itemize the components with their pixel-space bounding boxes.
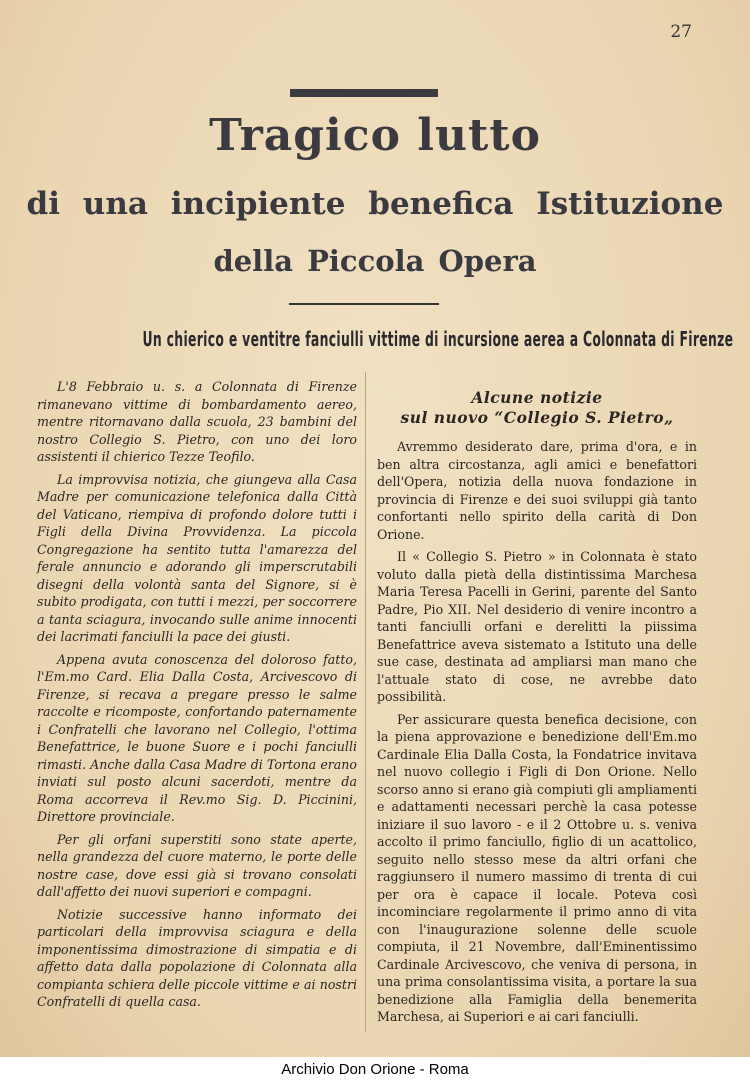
right-column <box>377 388 697 1031</box>
right-paragraph-3: Per assicurare questa benefica decisione, con la piena approvazione e benedizione dell'Em.mo Cardinale Elia Dalla Costa, la Fondatrice invitava nel nuovo collegio i Figli di Don Orione. Nello scorso anno si erano già compiuti gli ampliamenti e adattamenti necessari perchè la casa potesse iniziare il suo lavoro - e il 2 Ottobre u. s. veniva accolto il primo fanciullo, figlio di un acattolico, seguito nello stesso mese da altri orfani che raggiunsero il numero massimo di trenta di cui per ora è capace il locale. Poteva così incominciare regolarmente il primo anno di vita con l'inaugurazione solenne delle scuole compiuta, il 21 Novembre, dall'Eminentissimo Cardinale Arcivescovo, che veniva di persona, in una prima consolantissima visita, a portare la sua benedizione alla Famiglia della benemerita Marchesa, ai Superiori e ai cari fanciulli. <box>377 711 697 1024</box>
title-line-3: della Piccola Opera <box>213 244 537 278</box>
title-line-2: di una incipiente benefica Istituzione <box>26 186 724 222</box>
archive-footer: Archivio Don Orione - Roma <box>0 1057 750 1083</box>
right-heading-line-1: Alcune notizie <box>471 388 603 407</box>
left-paragraph-3: Appena avuta conoscenza del doloroso fatto, l'Em.mo Card. Elia Dalla Costa, Arcivescovo di Firenze, si recava a pregare presso le salme raccolte e ricomposte, confortando paternamente i Confratelli che lavorano nel Collegio, l'ottima Benefattrice, le buone Suore e i pochi fanciulli rimasti. Anche dalla Casa Madre di Tortona erano inviati sul posto alcuni sacerdoti, mentre da Roma accorreva il Rev.mo Sig. D. Piccinini, Direttore provinciale. <box>37 651 357 824</box>
right-heading-line-2: sul nuovo “Collegio S. Pietro„ <box>400 408 674 427</box>
left-paragraph-2: La improvvisa notizia, che giungeva alla Casa Madre per comunicazione telefonica dalla Città del Vaticano, riempiva di profondo dolore tutti i Figli della Divina Provvidenza. La piccola Congregazione ha sentito tutta l'amarezza del ferale annuncio e adorando gli imperscrutabili disegni della volontà santa del Signore, si è subito prodigata, con tutti i mezzi, per soccorrere a tanta sciagura, invocando sulle anime innocenti dei lacrimati fanciulli la pace dei giusti. <box>37 471 357 644</box>
right-heading <box>377 388 697 428</box>
left-paragraph-1: L'8 Febbraio u. s. a Colonnata di Firenze rimanevano vittime di bombardamento aereo, mentre ritornavano dalla scuola, 23 bambini del nostro Collegio S. Pietro, con uno dei loro assistenti il chierico Tezze Teofilo. <box>37 379 357 464</box>
right-paragraph-1: Avremmo desiderato dare, prima d'ora, e in ben altra circostanza, agli amici e benefattori dell'Opera, notizia della nuova fondazione in provincia di Firenze e dei suoi sviluppi già tanto confortanti nello spirito della carità di Don Orione. <box>377 439 697 542</box>
left-paragraph-4: Per gli orfani superstiti sono state aperte, nella grandezza del cuore materno, le porte delle nostre case, dove essi già si trovano consolati dall'affetto dei nuovi superiori e compagni. <box>37 831 357 899</box>
column-divider <box>365 372 366 1032</box>
left-paragraph-5: Notizie successive hanno informato dei particolari della improvvisa sciagura e della imponentissima dimostrazione di simpatia e di affetto data dalla popolazione di Colonnata alla compianta schiera delle piccole vittime e ai nostri Confratelli di quella casa. <box>37 906 357 1009</box>
left-column <box>37 378 357 1016</box>
page-number: 27 <box>670 22 692 42</box>
right-paragraph-2: Il « Collegio S. Pietro » in Colonnata è stato voluto dalla pietà della distintissima Marchesa Maria Teresa Pacelli in Gerini, parente del Santo Padre, Pio XII. Nel desiderio di venire incontro a tanti fanciulli orfani e derelitti la piissima Benefattrice aveva sistemato a Istituto una delle sue case, destinata ad ampliarsi man mano che l'attuale stato di cose, ne avrebbe dato possibilità. <box>377 549 697 704</box>
subtitle: Un chierico e ventitre fanciulli vittime di incursione aerea a Colonnata di Firenze <box>142 327 734 351</box>
decorative-bar <box>290 89 438 97</box>
title-divider <box>289 303 439 305</box>
title-line-1: Tragico lutto <box>209 110 541 161</box>
